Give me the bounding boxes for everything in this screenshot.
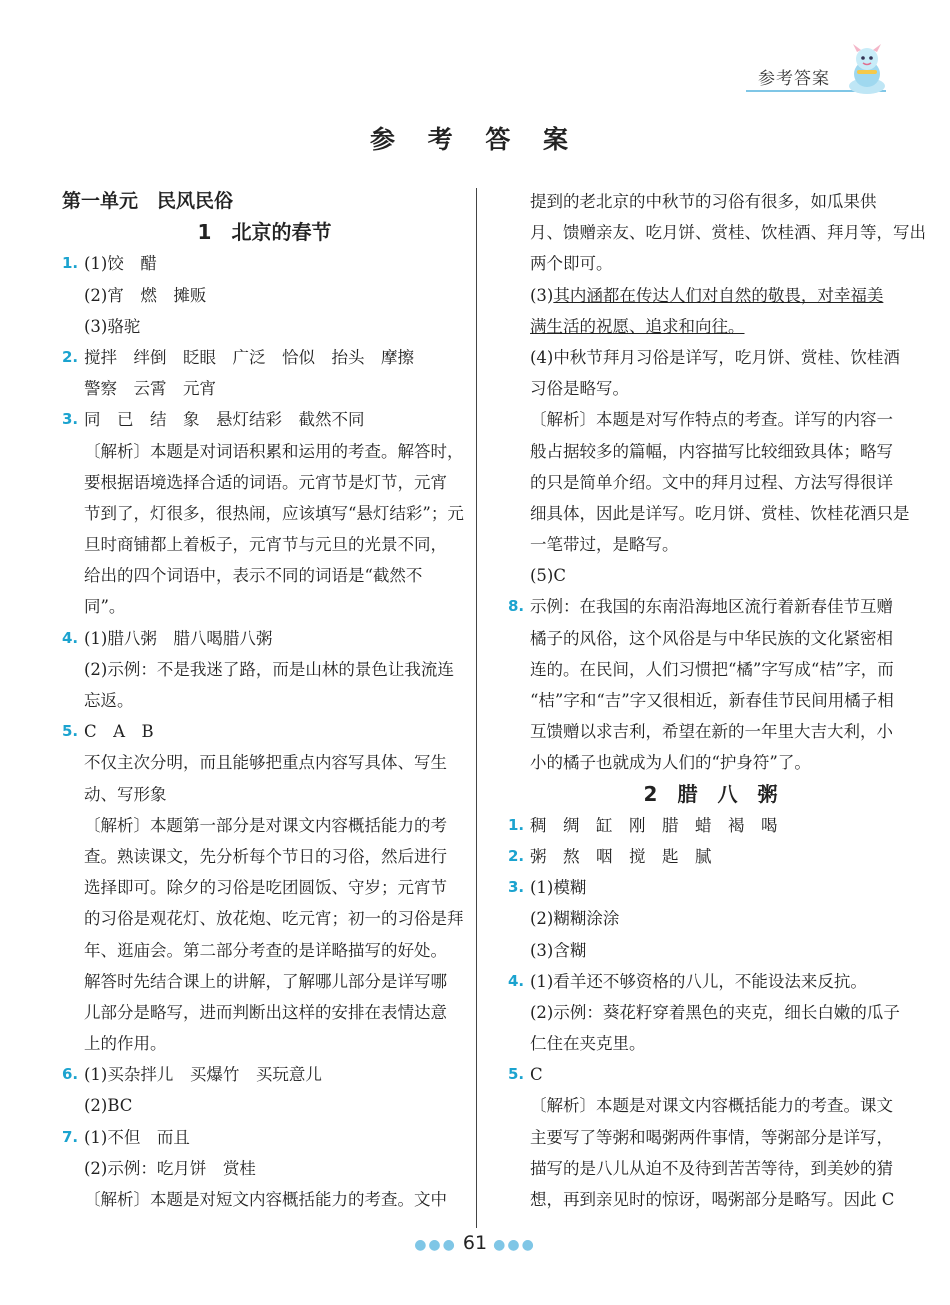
- answer-text: 解答时先结合课上的讲解，了解哪儿部分是详写哪: [84, 971, 447, 991]
- answer-text: 同 已 结 象 悬灯结彩 截然不同: [84, 410, 365, 430]
- answer-text: 主要写了等粥和喝粥两件事情，等粥部分是详写，: [530, 1127, 893, 1147]
- answer-text: (2)BC: [84, 1096, 133, 1116]
- answer-text: 互馈赠以求吉利，希望在新的一年里大吉大利，小: [530, 722, 893, 742]
- question-line: [508, 810, 913, 841]
- answer-text: (2)宵 燃 摊贩: [84, 285, 207, 305]
- answer-text: 儿部分是略写，进而判断出这样的安排在表情达意: [84, 1002, 447, 1022]
- analysis-tag: 〔解析〕: [84, 815, 150, 835]
- answer-text: 描写的是八儿从迫不及待到苦苦等待，到美妙的猜: [530, 1158, 893, 1178]
- answer-text: (4)中秋节拜月习俗是详写，吃月饼、赏桂、饮桂酒: [530, 347, 900, 367]
- answer-line: [62, 311, 467, 342]
- answer-text: C A B: [84, 722, 154, 742]
- question-number: 1.: [508, 815, 525, 834]
- answer-text: (1)不但 而且: [84, 1127, 190, 1147]
- answer-text: 本题是对写作特点的考查。详写的内容一: [596, 410, 893, 430]
- answer-line: [508, 654, 913, 685]
- answer-line: [62, 747, 467, 778]
- answer-line: [508, 1122, 913, 1153]
- answer-text: 同”。: [84, 597, 126, 617]
- answer-line: [62, 1153, 467, 1184]
- answer-text: 橘子的风俗，这个风俗是与中华民族的文化紧密相: [530, 628, 893, 648]
- lesson-heading: 2 腊 八 粥: [643, 781, 778, 806]
- answer-line: [62, 591, 467, 622]
- column-divider: [476, 188, 477, 1228]
- answer-text: “桔”字和“吉”字又很相近，新春佳节民间用橘子相: [530, 691, 894, 710]
- answer-line: [62, 966, 467, 997]
- answer-text: 选择即可。除夕的习俗是吃团圆饭、守岁；元宵节: [84, 878, 447, 898]
- footer-dots-left: ●●●: [414, 1237, 457, 1253]
- answer-line: [62, 872, 467, 903]
- answer-text: (3): [530, 285, 554, 305]
- question-line: [62, 342, 467, 373]
- answer-line: [508, 342, 913, 373]
- answer-line: [62, 841, 467, 872]
- question-line: [508, 966, 913, 997]
- answer-line: [508, 1090, 913, 1121]
- underlined-answer: 满生活的祝愿、追求和向往。: [530, 316, 745, 336]
- answer-text: 警察 云霄 元宵: [84, 379, 216, 399]
- question-line: [62, 1059, 467, 1090]
- answer-text: 本题是对课文内容概括能力的考查。课文: [596, 1096, 893, 1116]
- answer-text: 查。熟读课文，先分析每个节日的习俗，然后进行: [84, 846, 447, 866]
- question-number: 3.: [62, 410, 79, 429]
- answer-line: [508, 1028, 913, 1059]
- answer-line: [62, 529, 467, 560]
- answer-text: 忘返。: [84, 691, 134, 710]
- answer-text: 动、写形象: [84, 784, 167, 804]
- answer-text: 小的橘子也就成为人们的“护身符”了。: [530, 753, 811, 773]
- answer-line: [62, 560, 467, 591]
- page-number: 61: [462, 1232, 488, 1254]
- answer-text: 月、馈赠亲友、吃月饼、赏桂、饮桂酒、拜月等，写出: [530, 223, 926, 243]
- answer-line: [508, 1184, 913, 1215]
- page-title: 参 考 答 案: [369, 125, 581, 154]
- answer-line: [508, 716, 913, 747]
- question-number: 4.: [62, 628, 79, 647]
- answer-line: [508, 373, 913, 404]
- answer-text: 细具体，因此是详写。吃月饼、赏桂、饮桂花酒只是: [530, 503, 910, 523]
- answer-text: (1)买杂拌儿 买爆竹 买玩意儿: [84, 1065, 322, 1085]
- question-line: [62, 404, 467, 435]
- answer-line: [508, 280, 913, 311]
- answer-line: [62, 997, 467, 1028]
- answer-line: [62, 467, 467, 498]
- answer-line: [62, 280, 467, 311]
- answer-text: (2)糊糊涂涂: [530, 909, 620, 929]
- answer-text: 本题是对词语积累和运用的考查。解答时，: [150, 441, 464, 461]
- answer-text: 本题是对短文内容概括能力的考查。文中: [150, 1190, 447, 1209]
- question-number: 8.: [508, 597, 525, 616]
- answer-line: [62, 373, 467, 404]
- page-footer: [0, 1232, 950, 1254]
- answer-line: [508, 685, 913, 716]
- answer-line: [62, 685, 467, 716]
- question-number: 4.: [508, 971, 525, 990]
- answer-text: 示例：在我国的东南沿海地区流行着新春佳节互赠: [530, 597, 893, 617]
- answer-text: 搅拌 绊倒 眨眼 广泛 恰似 抬头 摩擦: [84, 347, 414, 367]
- answer-text: 要根据语境选择合适的词语。元宵节是灯节，元宵: [84, 472, 447, 492]
- question-number: 5.: [508, 1065, 525, 1084]
- answer-line: [62, 654, 467, 685]
- answer-text: 提到的老北京的中秋节的习俗有很多，如瓜果供: [530, 192, 877, 211]
- question-line: [62, 248, 467, 279]
- answer-line: [62, 810, 467, 841]
- analysis-tag: 〔解析〕: [530, 1096, 596, 1116]
- question-line: [508, 872, 913, 903]
- answer-text: (2)示例：吃月饼 赏桂: [84, 1158, 256, 1178]
- answer-text: 节到了，灯很多，很热闹，应该填写“悬灯结彩”；元: [84, 503, 464, 523]
- answer-text: 给出的四个词语中，表示不同的词语是“截然不: [84, 566, 423, 586]
- answer-line: [508, 903, 913, 934]
- answer-line: [62, 498, 467, 529]
- header-label: 参考答案: [758, 69, 830, 89]
- answer-line: [508, 623, 913, 654]
- answer-line: [62, 1028, 467, 1059]
- answer-line: [62, 935, 467, 966]
- answer-line: [508, 311, 913, 342]
- answer-text: 本题第一部分是对课文内容概括能力的考: [150, 815, 447, 835]
- right-column: [508, 186, 926, 1215]
- answer-line: [62, 779, 467, 810]
- answer-line: [62, 436, 467, 467]
- answer-text: 想，再到亲见时的惊讶，喝粥部分是略写。因此 C: [530, 1190, 895, 1209]
- answer-text: 般占据较多的篇幅，内容描写比较细致具体；略写: [530, 441, 893, 461]
- answer-text: 连的。在民间，人们习惯把“橘”字写成“桔”字，而: [530, 659, 894, 679]
- analysis-tag: 〔解析〕: [84, 1190, 150, 1209]
- answer-text: (2)示例：不是我迷了路，而是山林的景色让我流连: [84, 659, 454, 679]
- question-line: [508, 1059, 913, 1090]
- answer-line: [508, 1153, 913, 1184]
- answer-text: (5)C: [530, 566, 566, 586]
- question-line: [62, 1122, 467, 1153]
- question-number: 1.: [62, 254, 79, 273]
- answer-text: 稠 绸 缸 刚 腊 蜡 褐 喝: [530, 815, 778, 835]
- answer-text: (3)含糊: [530, 940, 587, 960]
- answer-line: [508, 498, 913, 529]
- question-line: [508, 841, 913, 872]
- answer-text: 习俗是略写。: [530, 379, 629, 399]
- answer-text: 上的作用。: [84, 1034, 167, 1054]
- answer-line: [508, 529, 913, 560]
- question-number: 5.: [62, 722, 79, 741]
- question-line: [508, 591, 913, 622]
- answer-text: 的习俗是观花灯、放花炮、吃元宵；初一的习俗是拜: [84, 909, 464, 929]
- answer-line: [508, 436, 913, 467]
- answer-text: 粥 熬 咽 搅 匙 腻: [530, 846, 712, 866]
- answer-line: [508, 467, 913, 498]
- answer-text: 一笔带过，是略写。: [530, 535, 679, 555]
- question-line: [62, 716, 467, 747]
- analysis-tag: 〔解析〕: [84, 441, 150, 461]
- footer-dots-right: ●●●: [493, 1237, 536, 1253]
- answer-line: [508, 248, 913, 279]
- answer-line: [62, 1090, 467, 1121]
- answer-text: (1)看羊还不够资格的八儿，不能设法来反抗。: [530, 971, 867, 991]
- answer-line: [62, 903, 467, 934]
- answer-line: [62, 1184, 467, 1215]
- question-number: 7.: [62, 1127, 79, 1146]
- answer-line: [508, 404, 913, 435]
- answer-text: 两个即可。: [530, 254, 613, 274]
- left-column: [62, 186, 467, 1215]
- answer-text: (1)模糊: [530, 878, 587, 898]
- answer-line: [508, 747, 913, 778]
- underlined-answer: 其内涵都在传达人们对自然的敬畏，对幸福美: [553, 285, 884, 305]
- answer-text: 年、逛庙会。第二部分考查的是详略描写的好处。: [84, 940, 447, 960]
- answer-text: C: [530, 1065, 543, 1085]
- question-number: 3.: [508, 878, 525, 897]
- answer-text: (2)示例：葵花籽穿着黑色的夹克，细长白嫩的瓜子: [530, 1002, 900, 1022]
- answer-line: [508, 186, 913, 217]
- mascot-icon: [843, 42, 891, 96]
- answer-line: [508, 560, 913, 591]
- answer-text: 旦时商铺都上着板子，元宵节与元旦的光景不同，: [84, 535, 447, 555]
- lesson-heading: 1 北京的春节: [197, 220, 332, 245]
- unit-heading: 第一单元 民风民俗: [62, 190, 234, 212]
- analysis-tag: 〔解析〕: [530, 410, 596, 430]
- answer-line: [508, 935, 913, 966]
- question-number: 2.: [62, 347, 79, 366]
- answer-text: (3)骆驼: [84, 316, 141, 336]
- answer-text: 仁住在夹克里。: [530, 1034, 646, 1054]
- answer-text: (1)腊八粥 腊八喝腊八粥: [84, 628, 273, 648]
- answer-text: 的只是简单介绍。文中的拜月过程、方法写得很详: [530, 472, 893, 492]
- question-number: 6.: [62, 1065, 79, 1084]
- answer-line: [508, 997, 913, 1028]
- answer-text: 不仅主次分明，而且能够把重点内容写具体、写生: [84, 753, 447, 773]
- answer-text: (1)饺 醋: [84, 254, 157, 274]
- question-number: 2.: [508, 846, 525, 865]
- question-line: [62, 623, 467, 654]
- answer-line: [508, 217, 926, 248]
